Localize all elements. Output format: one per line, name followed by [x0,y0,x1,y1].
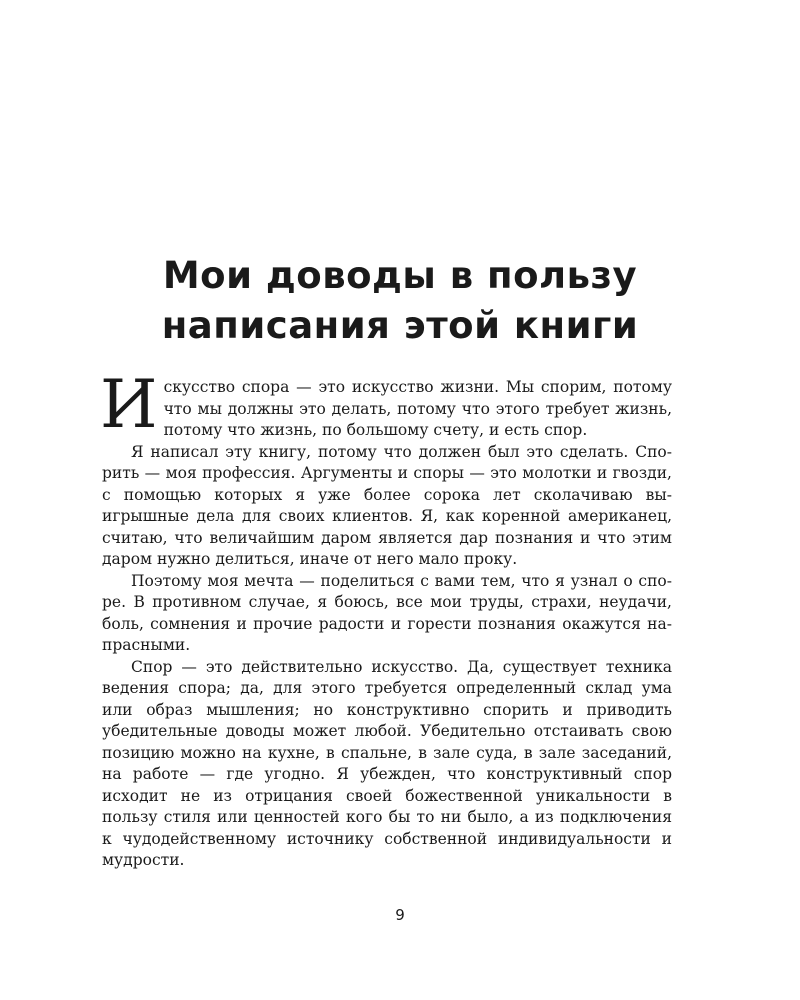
chapter-title [0,251,800,351]
paragraph-3: Поэтому моя мечта — поделиться с вами тем, что я узнал о споре. В противном случае, я боюсь, все мои труды, страхи, неудачи, боль, сомнения и прочие радости и горести познания окажутся напрасными. [102,571,672,654]
paragraph-4: Спор — это действительно искусство. Да, существует техника ведения спора; да, для этого требуется определенный склад ума или образ мышления; но конструктивно спорить и приводить убедительные доводы может любой. Убедительно отстаивать свою позицию можно на кухне, в спальне, в зале суда, в зале заседаний, на работе — где угодно. Я убежден, что конструктивный спор исходит не из отрицания своей божественной уникальности в пользу стиля или ценностей кого бы то ни было, а из подключения к чудодейственному источнику собственной индивидуальности и мудрости. [102,657,672,869]
paragraph-1 [100,366,672,443]
chapter-title-line-2: написания этой книги [161,303,639,347]
chapter-title-line-1: Мои доводы в пользу [162,253,638,297]
paragraph-2: Я написал эту книгу, потому что должен был это сделать. Спорить — моя профессия. Аргументы и споры — это молотки и гвозди, с помощью которых я уже более сорока лет сколачиваю выигрышные дела для своих клиентов. Я, как коренной американец, считаю, что величайшим даром является дар познания и что этим даром нужно делиться, иначе от него мало проку. [102,442,672,568]
drop-cap: И [100,366,158,443]
paragraph-1-text: скусство спора — это искусство жизни. Мы спорим, потому что мы должны это делать, потому что этого требует жизнь, потому что жизнь, по большому счету, и есть спор. [163,378,672,439]
body-text [100,366,672,872]
page-number: 9 [395,906,405,924]
